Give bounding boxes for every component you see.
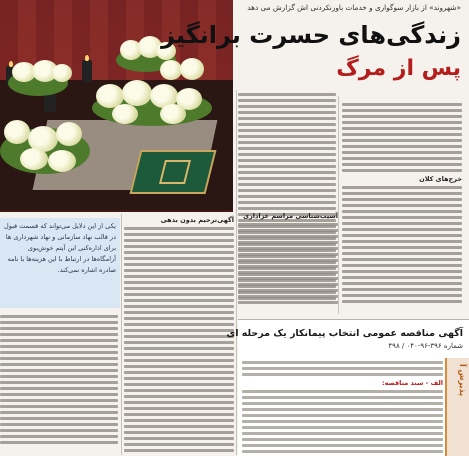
flower-icon (160, 60, 182, 80)
article-column (0, 312, 118, 455)
candle-icon (44, 94, 56, 112)
notice-title: آگهی مناقصه عمومی انتخاب پیمانکار یک مرحله ای (226, 328, 463, 339)
column-divider (121, 214, 122, 455)
article-column (238, 210, 338, 318)
flower-icon (52, 64, 72, 82)
article-headline-red: پس از مرگ (336, 56, 461, 81)
article-subhead: آسیب‌شناسی مراسم عزاداری (243, 212, 338, 220)
flower-icon (20, 148, 48, 170)
article-column (124, 214, 234, 452)
article-subhead: آگهی‌ترحیم بدون بدهی (160, 216, 234, 224)
flower-icon (122, 80, 152, 106)
column-divider (338, 96, 339, 314)
candle-icon (82, 60, 92, 82)
flower-icon (4, 120, 30, 144)
flower-icon (56, 122, 82, 146)
tender-notice (226, 319, 469, 456)
flower-icon (48, 150, 76, 172)
notice-side-label: پذیرش آ (458, 364, 467, 397)
flower-icon (112, 104, 138, 124)
article-subhead: خرج‌های کلان (419, 175, 462, 183)
flower-icon (160, 104, 186, 124)
article-headline: زندگی‌های حسرت برانگیز (161, 21, 461, 49)
notice-side-tab (445, 358, 469, 456)
highlight-text: یکی از این دلایل می‌تواند که قسمت قبول در قالب نهاد سازمانی و نهاد شهرداری ها برای اداره‌کنی این آیتم خوش‌بوی آرامگاه‌ها در ارتباط با این هزینه‌ها با نامه صادره اشاره نمی‌کند. (4, 222, 116, 274)
flower-icon (180, 58, 204, 80)
article-column (342, 100, 462, 315)
column-divider (236, 90, 237, 455)
quran-book-icon (130, 150, 217, 194)
article-kicker: «شهروند» از بازار سوگواری و خدمات باورنکردنی اش گزارش می دهد (247, 3, 461, 12)
notice-body (242, 358, 443, 456)
notice-item-label: الف - سند مناقصه: (381, 379, 443, 387)
notice-subtitle: شماره ۳۹۶-۹۶-۰۴۰ / ۴۹۸ (388, 342, 463, 350)
highlight-box (0, 218, 120, 308)
